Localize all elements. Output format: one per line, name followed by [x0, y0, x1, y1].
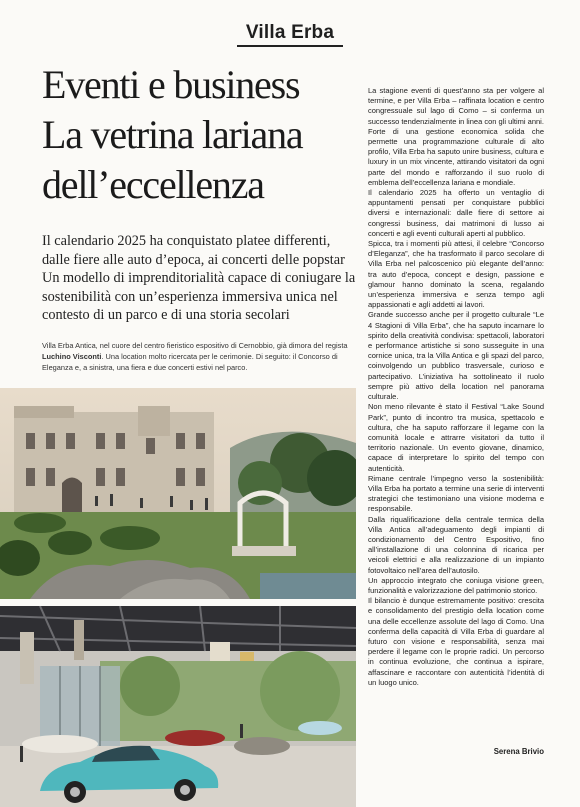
caption-text-after: . Una location molto ricercata per le cerimonie. Di seguito: il Concorso di Eleganza e, a sinistra, una fiera e due concerti estivi nel parco.: [42, 352, 338, 372]
body-paragraph-5: Grande successo anche per il progetto culturale “Le 4 Stagioni di Villa Erba”, che ha saputo incarnare lo spirito della creatività condivisa: spettacoli, laboratori e performance artistiche si sono susseguite in una cornice unica, tra la Villa Antica e gli spazi del parco, coinvolgendo un pubblico trasversale, curioso e partecipativo. L’iniziativa ha sottolineato il ruolo sempre più attivo della location nel panorama culturale.: [368, 310, 544, 402]
car-exhibition-photo: [0, 606, 356, 807]
body-paragraph-9: Un approccio integrato che coniuga visione green, funzionalità e valorizzazione del patrimonio storico.: [368, 575, 544, 595]
author-byline: Serena Brivio: [493, 747, 544, 756]
body-paragraph-3: Il calendario 2025 ha offerto un ventaglio di appuntamenti pensati per conquistare pubblici diversi e internazionali: dalle fiere di settore ai congressi business, dai matrimoni di lusso ai concerti e agli eventi culturali aperti al pubblico.: [368, 188, 544, 238]
section-tag: Villa Erba: [237, 22, 343, 47]
photo-caption: [42, 340, 357, 373]
body-paragraph-2: Forte di una gestione economica solida che permette una programmazione culturale di alto profilo, Villa Erba ha saputo unire business, cultura e luxury in un mix vincente, attirando visitatori da ogni parte del mondo e rafforzando il suo ruolo di emblema dell’eccellenza lariana e mondiale.: [368, 126, 544, 187]
headline-line-1: Eventi e business: [42, 62, 300, 107]
body-paragraph-6: Non meno rilevante è stato il Festival “Lake Sound Park”, punto di incontro tra musica, spettacolo e cultura, che ha saputo rafforzare il legame con la comunità locale e attrarre visitatori da tutto il territorio nazionale. Un evento giovane, dinamico, capace di interpretare lo spirito del tempo con autenticità.: [368, 402, 544, 473]
villa-photo: [0, 388, 356, 599]
body-paragraph-8: Dalla riqualificazione della centrale termica della Villa Antica all’adeguamento degli impianti di condizionamento del Centro Espositivo, fino all’installazione di una colonnina di ricarica per veicoli elettrici e alla realizzazione di un impianto fotovoltaico nell’area dell’autosilo.: [368, 514, 544, 575]
body-paragraph-1: La stagione eventi di quest’anno sta per volgere al termine, e per Villa Erba – raffinata location e centro congressuale sul lago di Como – si conferma un successo tendenzialmente in linea con gli ultimi anni.: [368, 86, 544, 126]
headline: [42, 60, 342, 210]
body-paragraph-10: Il bilancio è dunque estremamente positivo: crescita e consolidamento del prestigio della location come una delle eccellenze assolute del lago di Como. Una conferma della capacità di Villa Erba di guardare al futuro con visione e responsabilità, senza mai perdere il legame con le proprie radici. Un percorso in continua evoluzione, che continua a ispirare, affascinare e raccontare con autenticità l’identità di un luogo unico.: [368, 596, 544, 687]
article-body: [368, 86, 544, 688]
caption-name: Luchino Visconti: [42, 352, 102, 361]
headline-line-2: La vetrina lariana: [42, 112, 303, 157]
caption-text-before: Villa Erba Antica, nel cuore del centro fieristico espositivo di Cernobbio, già dimora del regista: [42, 341, 348, 350]
body-paragraph-7: Rimane centrale l’impegno verso la sostenibilità: Villa Erba ha portato a termine una serie di interventi strategici che testimoniano una visione moderna e responsabile.: [368, 473, 544, 514]
body-paragraph-4: Spicca, tra i momenti più attesi, il celebre “Concorso d’Eleganza”, che ha trasformato il parco secolare di Villa Erba nel palcoscenico più elegante dell’anno: tra auto d’epoca, concept e design, passione e glamour hanno dominato la scena, regalando un’esperienza immersiva e senza tempo agli appassionati e agli addetti ai lavori.: [368, 239, 544, 310]
headline-line-3: dell’eccellenza: [42, 162, 264, 207]
subheading: Il calendario 2025 ha conquistato platee differenti, dalle fiere alle auto d’epoca, ai concerti delle popstar Un modello di imprenditorialità capace di coniugare la sostenibilità con un’esperienza immersiva unica nel contesto di un parco e di una storia secolari: [42, 233, 356, 323]
